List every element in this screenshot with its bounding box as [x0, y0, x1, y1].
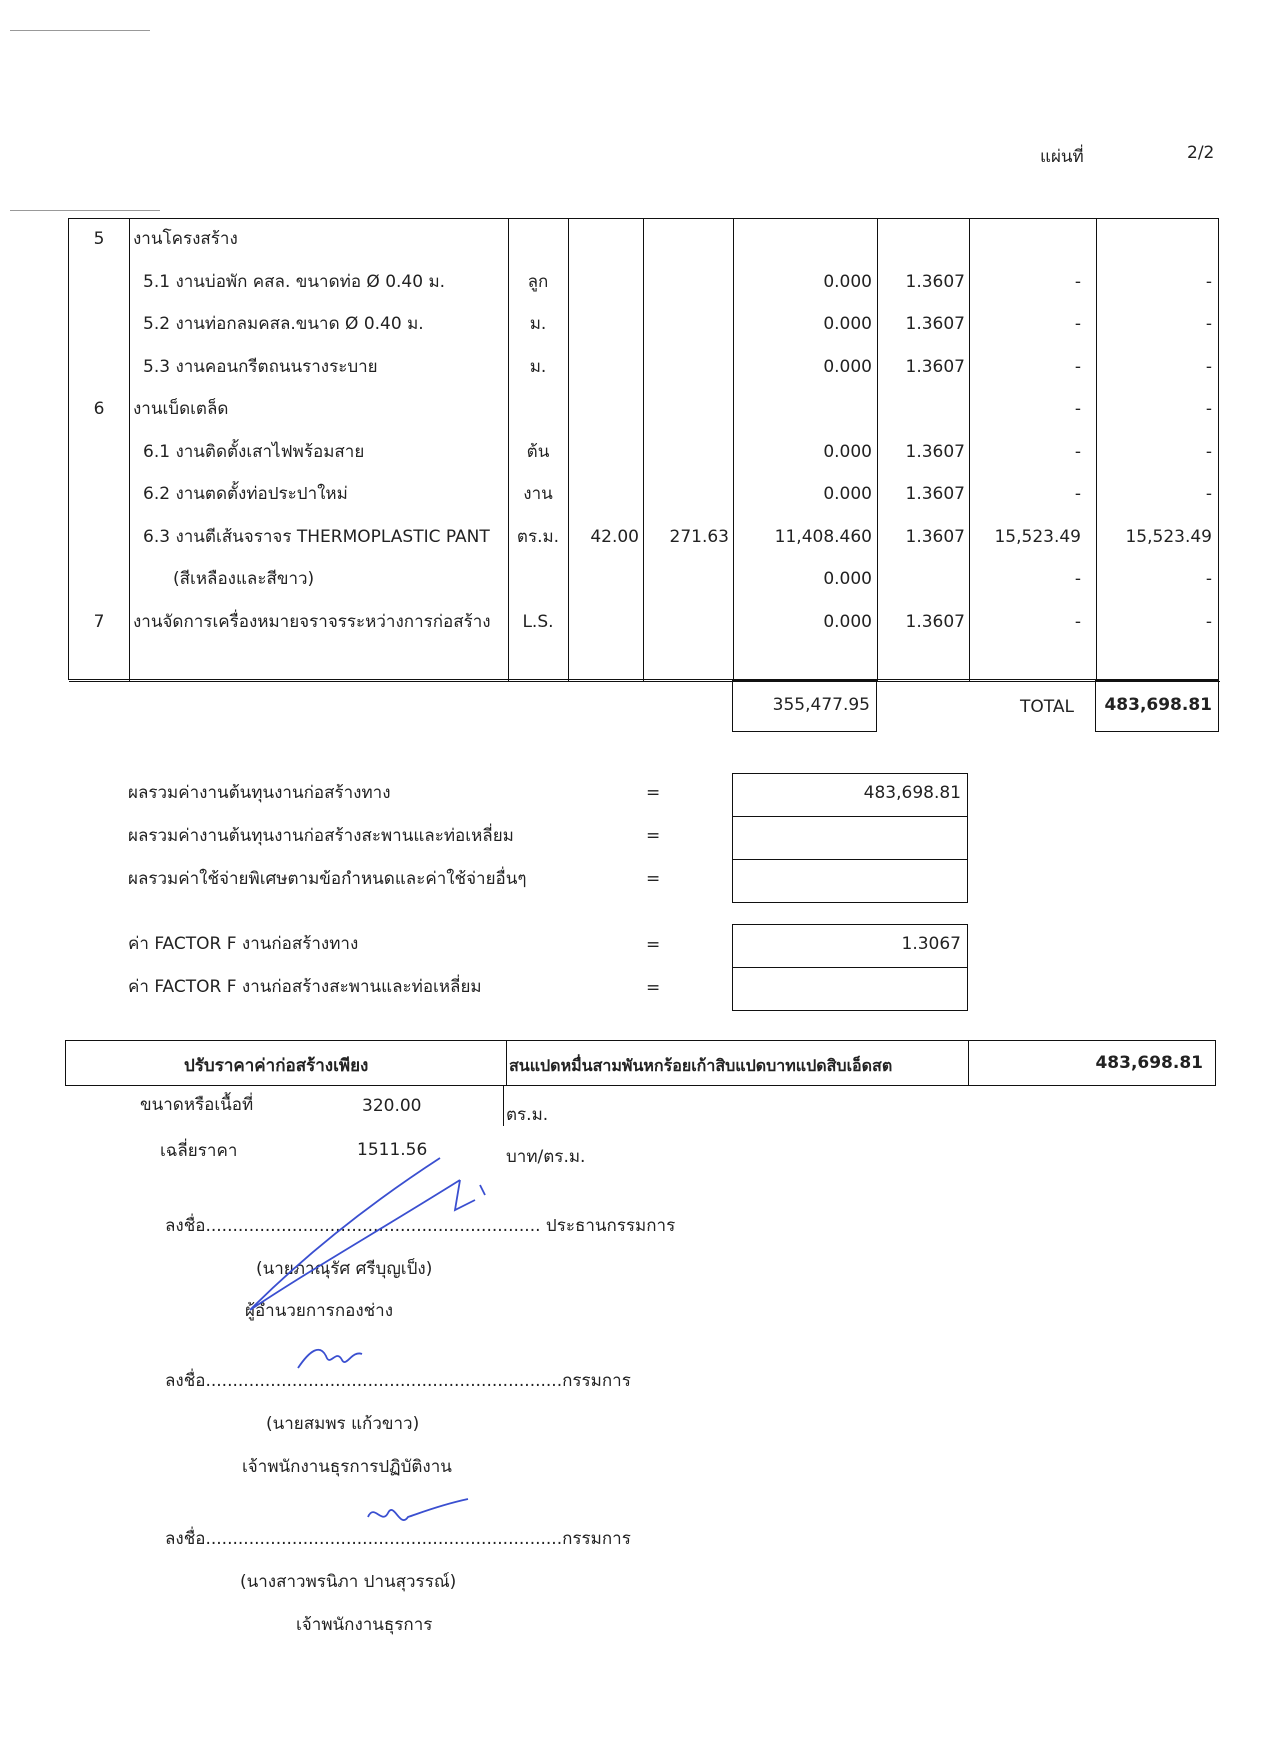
bridge-cost-box — [732, 816, 968, 860]
equals-sign: = — [646, 826, 661, 846]
item-description: งานจัดการเครื่องหมายจราจรระหว่างการก่อสร้าง — [133, 611, 491, 632]
subtotal-value: 355,477.95 — [772, 695, 870, 715]
col-divider — [506, 1041, 507, 1085]
item-description: 6.3 งานตีเส้นจราจร THERMOPLASTIC PANT — [143, 526, 490, 547]
sheet-number: 2/2 — [1187, 143, 1215, 163]
item-unit: ตร.ม. — [516, 526, 560, 547]
item-total: - — [1205, 569, 1212, 589]
signature-line-chair: ลงชื่อ.............................................................. ประธานกรรมการ — [165, 1216, 676, 1236]
item-cost: - — [1074, 356, 1081, 377]
item-total: - — [1205, 356, 1212, 377]
item-description: 5.2 งานท่อกลมคสล.ขนาด Ø 0.40 ม. — [143, 314, 424, 334]
item-factor: 1.3607 — [905, 441, 965, 462]
item-unit: งาน — [523, 484, 553, 504]
avg-value: 1511.56 — [357, 1140, 428, 1160]
cost-table — [68, 218, 1219, 680]
price-adjust-tail-rule — [503, 1086, 504, 1126]
item-unit: ลูก — [527, 271, 549, 292]
signature-line-member-2: ลงชื่อ..................................................................กรรมการ — [165, 1529, 631, 1549]
price-adjust-label: ปรับราคาค่าก่อสร้างเพียง — [184, 1056, 369, 1076]
equals-sign: = — [646, 869, 661, 889]
factor-bridge-label: ค่า FACTOR F งานก่อสร้างสะพานและท่อเหลี่ยม — [128, 977, 482, 997]
equals-sign: = — [646, 935, 661, 955]
item-description: งานเบ็ดเตล็ด — [133, 399, 229, 419]
item-cost: - — [1074, 271, 1081, 292]
area-value: 320.00 — [362, 1096, 422, 1116]
item-factor: 1.3607 — [905, 271, 965, 292]
item-description: 6.1 งานติดตั้งเสาไฟพร้อมสาย — [143, 441, 365, 462]
item-description: 5.1 งานบ่อพัก คสล. ขนาดท่อ Ø 0.40 ม. — [143, 271, 446, 292]
total-value: 483,698.81 — [1104, 695, 1212, 715]
item-total: 15,523.49 — [1125, 526, 1212, 547]
signer-name-chair: (นายภาณุรัศ ศรีบุญเป็ง) — [256, 1259, 433, 1279]
equals-sign: = — [646, 978, 661, 998]
scan-noise — [10, 210, 160, 211]
area-label: ขนาดหรือเนื้อที่ — [140, 1095, 254, 1115]
factor-road-value: 1.3067 — [901, 934, 961, 954]
signature-scribble-2 — [290, 1340, 370, 1380]
area-unit: ตร.ม. — [506, 1105, 549, 1125]
signature-scribble-1 — [210, 1150, 510, 1320]
item-total: - — [1205, 399, 1212, 419]
item-total: - — [1205, 611, 1212, 632]
item-description: 5.3 งานคอนกรีตถนนรางระบาย — [143, 356, 378, 377]
item-unit-price: 271.63 — [669, 526, 729, 547]
price-adjust-value: 483,698.81 — [1095, 1053, 1203, 1073]
item-number: 7 — [93, 611, 105, 632]
item-total: - — [1205, 441, 1212, 462]
item-cost: - — [1074, 441, 1081, 462]
signer-position-member-1: เจ้าพนักงานธุรการปฏิบัติงาน — [242, 1457, 452, 1477]
signer-position-member-2: เจ้าพนักงานธุรการ — [296, 1615, 433, 1635]
col-divider — [968, 1041, 969, 1085]
scan-noise — [10, 30, 150, 31]
item-number: 6 — [93, 399, 105, 419]
item-cost: - — [1074, 484, 1081, 504]
subtotal-box — [732, 680, 877, 732]
special-cost-label: ผลรวมค่าใช้จ่ายพิเศษตามข้อกำหนดและค่าใช้จ่ายอื่นๆ — [128, 869, 527, 889]
item-description: งานโครงสร้าง — [133, 229, 238, 249]
item-amount: 0.000 — [823, 484, 872, 504]
table-bottom-rule — [69, 681, 1220, 682]
signer-name-member-1: (นายสมพร แก้วขาว) — [266, 1414, 420, 1434]
item-amount: 0.000 — [823, 271, 872, 292]
road-cost-value: 483,698.81 — [863, 783, 961, 803]
factor-road-label: ค่า FACTOR F งานก่อสร้างทาง — [128, 934, 359, 954]
item-cost: - — [1074, 399, 1081, 419]
special-cost-box — [732, 859, 968, 903]
item-factor: 1.3607 — [905, 314, 965, 334]
item-amount: 0.000 — [823, 356, 872, 377]
item-factor: 1.3607 — [905, 484, 965, 504]
item-total: - — [1205, 314, 1212, 334]
item-description: (สีเหลืองและสีขาว) — [173, 569, 315, 589]
sheet-label: แผ่นที่ — [1040, 147, 1084, 167]
item-number: 5 — [93, 229, 105, 249]
item-cost: - — [1074, 314, 1081, 334]
item-cost: - — [1074, 569, 1081, 589]
item-cost: - — [1074, 611, 1081, 632]
signer-position-chair: ผู้อำนวยการกองช่าง — [245, 1301, 394, 1321]
col-divider — [568, 219, 569, 681]
signature-scribble-3 — [360, 1495, 470, 1535]
item-total: - — [1205, 271, 1212, 292]
signer-name-member-2: (นางสาวพรนิภา ปานสุวรรณ์) — [240, 1572, 457, 1592]
item-unit: ม. — [529, 356, 547, 377]
item-factor: 1.3607 — [905, 526, 965, 547]
avg-unit: บาท/ตร.ม. — [506, 1147, 586, 1167]
item-amount: 0.000 — [823, 611, 872, 632]
item-quantity: 42.00 — [590, 526, 639, 547]
item-unit: L.S. — [522, 611, 554, 632]
price-adjust-text: สนแปดหมื่นสามพันหกร้อยเก้าสิบแปดบาทแปดสิบเอ็ดสต — [509, 1056, 893, 1075]
item-amount: 0.000 — [823, 314, 872, 334]
signature-line-member-1: ลงชื่อ..................................................................กรรมการ — [165, 1371, 631, 1391]
total-box — [1095, 680, 1219, 732]
item-amount: 0.000 — [823, 441, 872, 462]
bridge-cost-label: ผลรวมค่างานต้นทุนงานก่อสร้างสะพานและท่อเหลี่ยม — [128, 826, 514, 846]
item-amount: 0.000 — [823, 569, 872, 589]
item-amount: 11,408.460 — [774, 526, 872, 547]
item-factor: 1.3607 — [905, 356, 965, 377]
col-divider — [643, 219, 644, 681]
item-cost: 15,523.49 — [994, 526, 1081, 547]
factor-road-box — [732, 924, 968, 968]
item-total: - — [1205, 484, 1212, 504]
avg-label: เฉลี่ยราคา — [160, 1141, 238, 1161]
road-cost-box — [732, 773, 968, 817]
price-adjust-box — [65, 1040, 1216, 1086]
col-divider — [129, 219, 130, 681]
road-cost-label: ผลรวมค่างานต้นทุนงานก่อสร้างทาง — [128, 783, 391, 803]
item-factor: 1.3607 — [905, 611, 965, 632]
item-description: 6.2 งานตดตั้งท่อประปาใหม่ — [143, 484, 348, 504]
equals-sign: = — [646, 783, 661, 803]
item-unit: ม. — [529, 314, 547, 334]
factor-bridge-box — [732, 967, 968, 1011]
total-label: TOTAL — [1020, 697, 1074, 717]
item-unit: ต้น — [526, 441, 550, 462]
